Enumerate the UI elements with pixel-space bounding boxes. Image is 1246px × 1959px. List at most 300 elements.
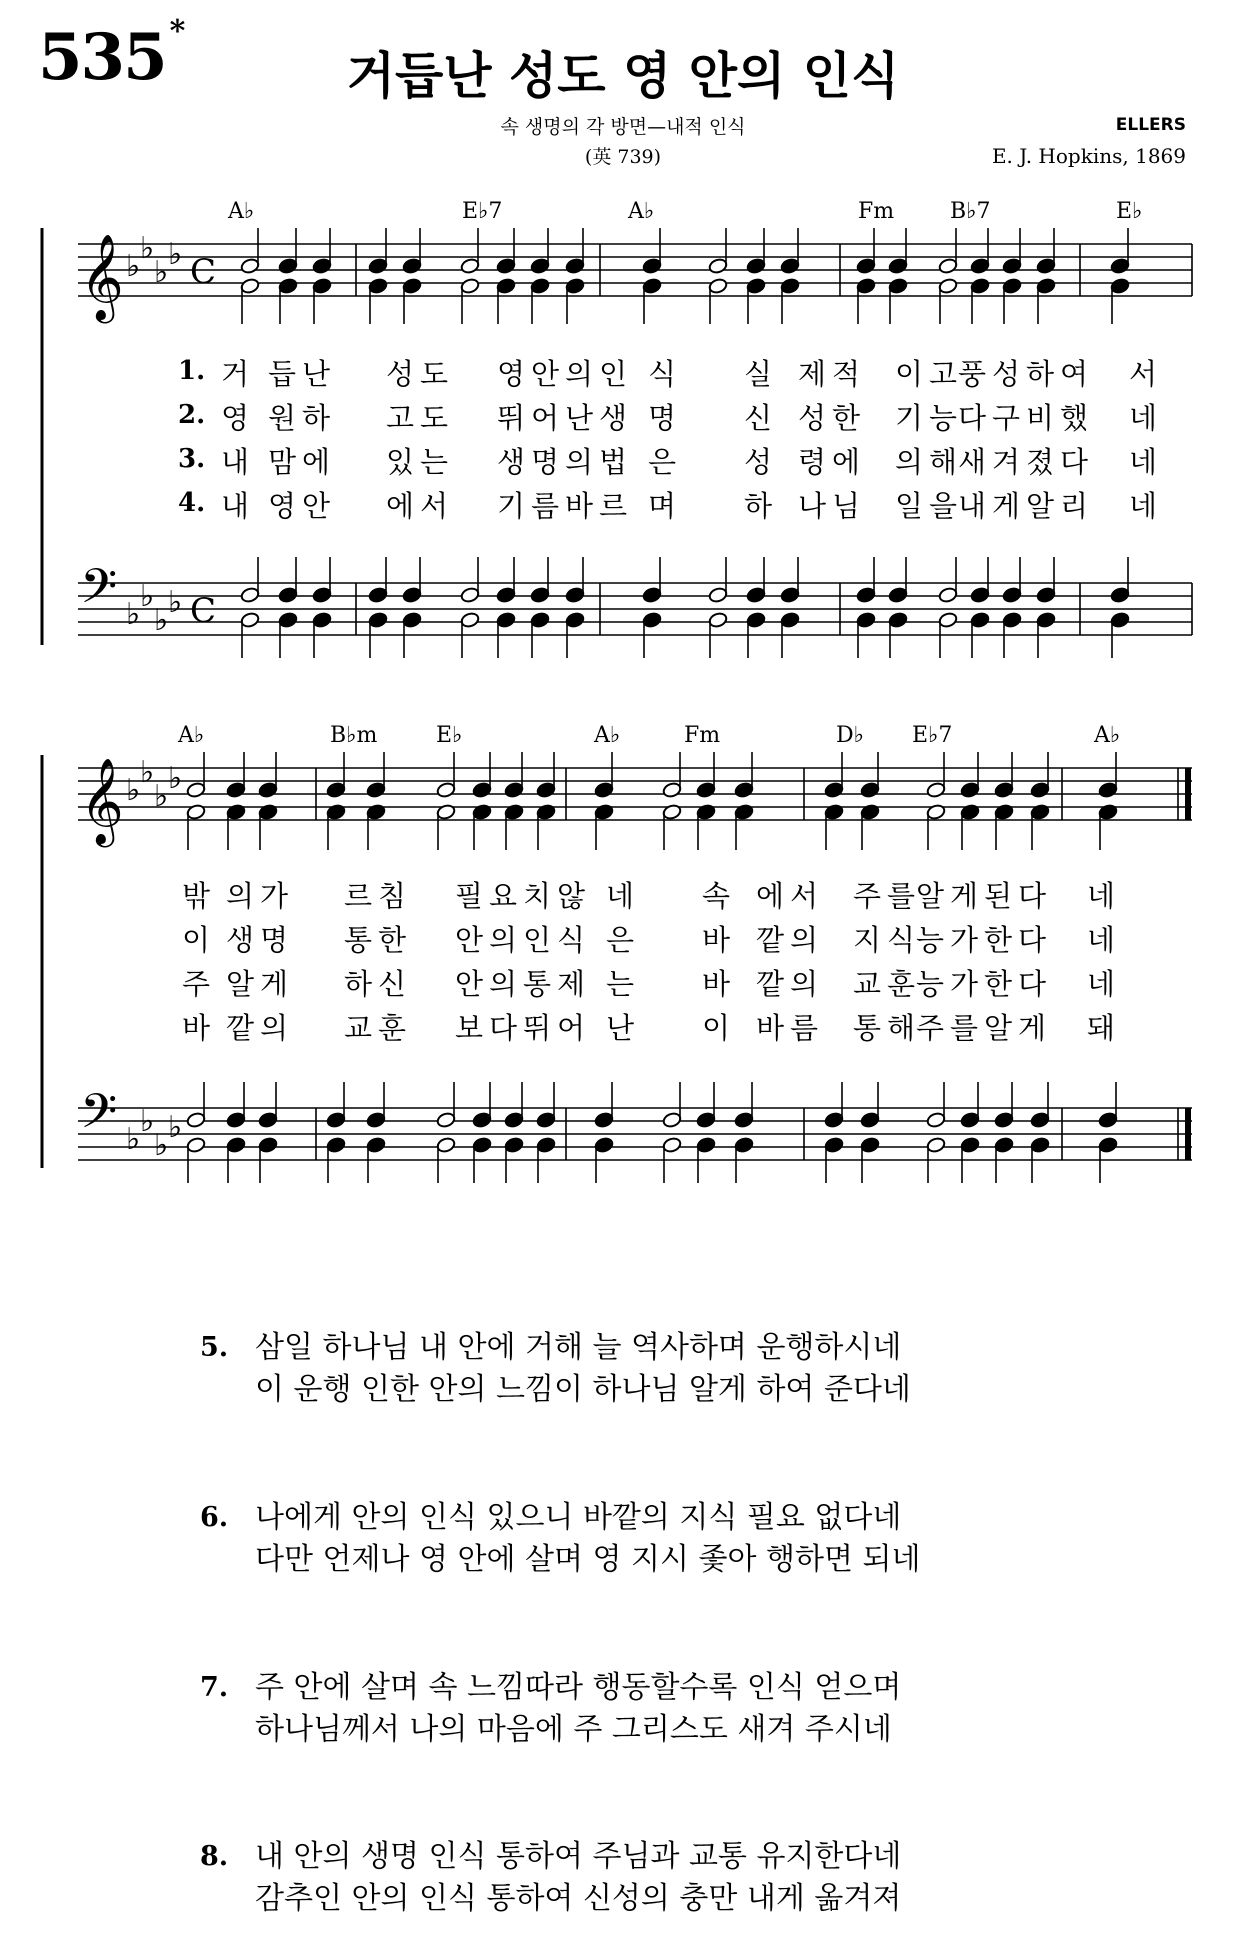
stanza-line: 내 안의 생명 인식 통하여 주님과 교통 유지한다네 bbox=[255, 1839, 902, 1874]
lyric-syllable: 네 bbox=[1087, 923, 1122, 957]
english-hymn-reference: (英 739) bbox=[584, 146, 662, 168]
note-head bbox=[594, 803, 614, 820]
lyric-syllable: 의해 bbox=[895, 445, 964, 479]
note-head bbox=[436, 1136, 456, 1153]
note-head bbox=[258, 1136, 278, 1153]
note-head bbox=[860, 803, 880, 820]
note-head bbox=[594, 781, 614, 798]
note-head bbox=[504, 781, 524, 798]
note-head bbox=[994, 803, 1014, 820]
note-head bbox=[960, 1136, 980, 1153]
note-head bbox=[226, 1136, 246, 1153]
hymn-subtitle: 속 생명의 각 방면—내적 인식 bbox=[500, 116, 746, 138]
note-head bbox=[860, 1111, 880, 1128]
lyric-syllable: 이 bbox=[182, 923, 217, 957]
note-head bbox=[780, 611, 800, 628]
note-head bbox=[1110, 257, 1130, 274]
lyric-syllable: 나님 bbox=[798, 489, 867, 523]
verse-number: 4. bbox=[178, 488, 206, 518]
svg-text:♭: ♭ bbox=[126, 773, 141, 808]
lyric-syllable: 능가한다 bbox=[916, 967, 1053, 1001]
stanza-number: 6. bbox=[200, 1502, 229, 1533]
note-head bbox=[326, 1111, 346, 1128]
lyric-syllable: 네 bbox=[606, 879, 641, 913]
note-head bbox=[368, 611, 388, 628]
note-head bbox=[226, 803, 246, 820]
lyric-syllable: 풍성하여 bbox=[958, 357, 1095, 391]
note-head bbox=[366, 803, 386, 820]
lyric-syllable: 식 bbox=[648, 357, 683, 391]
lyric-syllable: 안의인식 bbox=[455, 923, 592, 957]
lyric-syllable: 바 bbox=[702, 967, 737, 1001]
note-head bbox=[888, 277, 908, 294]
note-head bbox=[496, 257, 516, 274]
lyric-syllable: 영 bbox=[221, 401, 256, 435]
lyric-syllable: 속 bbox=[702, 879, 737, 913]
tune-name: ELLERS bbox=[1115, 115, 1186, 135]
note-head bbox=[926, 1111, 946, 1128]
treble-staff-2 bbox=[78, 768, 1192, 820]
note-head bbox=[536, 1111, 556, 1128]
lyric-syllable: 통해 bbox=[853, 1011, 922, 1045]
note-head bbox=[565, 257, 585, 274]
lyric-syllable: 제적 bbox=[798, 357, 867, 391]
note-head bbox=[1036, 611, 1056, 628]
lyric-syllable: 네 bbox=[1087, 967, 1122, 1001]
lyric-syllable: 내 bbox=[221, 445, 256, 479]
lyric-syllable: 이고 bbox=[895, 357, 964, 391]
lyric-syllable: 필요치않 bbox=[455, 879, 592, 913]
chord-symbol: Fm bbox=[684, 723, 721, 748]
lyric-syllable: 통한 bbox=[344, 923, 413, 957]
note-head bbox=[402, 611, 422, 628]
hymn-number-mark: * bbox=[169, 14, 184, 49]
lyric-syllable: 거 bbox=[221, 357, 256, 391]
stanza-7 bbox=[200, 1667, 901, 1751]
composer: E. J. Hopkins, 1869 bbox=[991, 144, 1186, 168]
note-head bbox=[1098, 803, 1118, 820]
note-head bbox=[642, 257, 662, 274]
note-head bbox=[662, 781, 682, 798]
note-head bbox=[1030, 1136, 1050, 1153]
note-head bbox=[1030, 803, 1050, 820]
lyric-syllable: 는 bbox=[606, 967, 641, 1001]
note-head bbox=[970, 277, 990, 294]
hymn-title: 거듭난 성도 영 안의 인식 bbox=[346, 47, 900, 105]
svg-text:♭: ♭ bbox=[140, 755, 155, 790]
note-head bbox=[856, 586, 876, 603]
note-head bbox=[1036, 586, 1056, 603]
note-head bbox=[824, 1111, 844, 1128]
chord-symbol: B♭7 bbox=[950, 199, 991, 224]
stanza-5 bbox=[200, 1327, 911, 1411]
lyric-syllable: 에서 bbox=[386, 489, 455, 523]
note-head bbox=[258, 1111, 278, 1128]
note-head bbox=[536, 803, 556, 820]
svg-text:♭: ♭ bbox=[154, 1128, 169, 1163]
note-head bbox=[402, 277, 422, 294]
lyric-syllable: 생명의법 bbox=[497, 445, 634, 479]
verse-number: 3. bbox=[178, 444, 206, 474]
note-head bbox=[746, 257, 766, 274]
note-head bbox=[696, 1111, 716, 1128]
bass-staff-2 bbox=[78, 1108, 1192, 1160]
lyric-syllable: 의가 bbox=[226, 879, 295, 913]
chord-symbol: D♭ bbox=[836, 723, 865, 748]
note-head bbox=[436, 781, 456, 798]
chord-symbol: A♭ bbox=[178, 723, 205, 748]
stanza-line: 감추인 안의 인식 통하여 신성의 충만 내게 옮겨져 bbox=[255, 1881, 902, 1916]
lyric-syllable: 네 bbox=[1129, 489, 1164, 523]
note-head bbox=[1036, 257, 1056, 274]
note-head bbox=[1002, 611, 1022, 628]
note-head bbox=[888, 611, 908, 628]
note-head bbox=[240, 586, 260, 603]
note-head bbox=[312, 277, 332, 294]
stanza-number: 8. bbox=[200, 1841, 229, 1872]
chord-symbol: E♭7 bbox=[912, 723, 953, 748]
note-head bbox=[708, 277, 728, 294]
note-head bbox=[278, 277, 298, 294]
note-head bbox=[696, 1136, 716, 1153]
bass-clef-icon: 𝄢 bbox=[80, 558, 118, 626]
note-head bbox=[1036, 277, 1056, 294]
lyric-syllable: 보다뛰어 bbox=[455, 1011, 592, 1045]
stanza-line: 나에게 안의 인식 있으니 바깥의 지식 필요 없다네 bbox=[255, 1500, 902, 1535]
note-head bbox=[708, 586, 728, 603]
note-head bbox=[530, 586, 550, 603]
lyric-syllable: 바 bbox=[182, 1011, 217, 1045]
lyric-syllable: 성 bbox=[744, 445, 779, 479]
lyric-syllable: 하 bbox=[744, 489, 779, 523]
note-head bbox=[226, 1111, 246, 1128]
note-head bbox=[496, 611, 516, 628]
note-head bbox=[460, 277, 480, 294]
lyric-syllable: 주를 bbox=[853, 879, 922, 913]
note-head bbox=[504, 803, 524, 820]
svg-text:♭: ♭ bbox=[126, 1122, 141, 1157]
lyric-syllable: 하신 bbox=[344, 967, 413, 1001]
note-head bbox=[970, 586, 990, 603]
svg-text:♭: ♭ bbox=[154, 255, 169, 290]
lyric-line bbox=[0, 352, 1246, 392]
lyric-syllable: 내 bbox=[221, 489, 256, 523]
note-head bbox=[530, 277, 550, 294]
note-head bbox=[496, 277, 516, 294]
stanza-line: 하나님께서 나의 마음에 주 그리스도 새겨 주시네 bbox=[255, 1712, 892, 1747]
note-head bbox=[662, 803, 682, 820]
lyric-syllable: 은 bbox=[648, 445, 683, 479]
svg-text:♭: ♭ bbox=[168, 585, 183, 620]
note-head bbox=[734, 803, 754, 820]
note-head bbox=[326, 781, 346, 798]
lyric-syllable: 일을 bbox=[895, 489, 964, 523]
note-head bbox=[856, 277, 876, 294]
note-head bbox=[888, 257, 908, 274]
lyric-syllable: 교훈 bbox=[853, 967, 922, 1001]
note-head bbox=[960, 781, 980, 798]
stanza-number: 7. bbox=[200, 1672, 229, 1703]
note-head bbox=[312, 586, 332, 603]
svg-text:♭: ♭ bbox=[140, 231, 155, 266]
note-head bbox=[326, 1136, 346, 1153]
note-head bbox=[860, 1136, 880, 1153]
note-head bbox=[460, 257, 480, 274]
lyric-syllable: 뛰어난생 bbox=[497, 401, 634, 435]
lyric-syllable: 영안 bbox=[268, 489, 337, 523]
note-head bbox=[186, 803, 206, 820]
note-head bbox=[472, 1111, 492, 1128]
note-head bbox=[746, 277, 766, 294]
note-head bbox=[938, 611, 958, 628]
note-head bbox=[240, 277, 260, 294]
lyric-syllable: 다구비했 bbox=[958, 401, 1095, 435]
note-head bbox=[926, 781, 946, 798]
note-head bbox=[436, 803, 456, 820]
svg-text:♭: ♭ bbox=[168, 237, 183, 272]
lyric-syllable: 난 bbox=[606, 1011, 641, 1045]
verse-number: 2. bbox=[178, 400, 206, 430]
note-head bbox=[258, 803, 278, 820]
lyric-syllable: 며 bbox=[648, 489, 683, 523]
lyric-syllable: 교훈 bbox=[344, 1011, 413, 1045]
note-head bbox=[504, 1111, 524, 1128]
note-head bbox=[530, 611, 550, 628]
lyric-syllable: 지식 bbox=[853, 923, 922, 957]
chord-symbol: A♭ bbox=[228, 199, 255, 224]
note-head bbox=[708, 611, 728, 628]
note-head bbox=[824, 1136, 844, 1153]
note-head bbox=[366, 781, 386, 798]
note-head bbox=[662, 1136, 682, 1153]
note-head bbox=[708, 257, 728, 274]
lyric-syllable: 깥의 bbox=[756, 967, 825, 1001]
note-head bbox=[746, 611, 766, 628]
lyric-line bbox=[0, 440, 1246, 480]
lyric-syllable: 바름 bbox=[756, 1011, 825, 1045]
note-head bbox=[642, 586, 662, 603]
lyric-syllable: 능가한다 bbox=[916, 923, 1053, 957]
lyric-syllable: 주 bbox=[182, 967, 217, 1001]
note-head bbox=[642, 611, 662, 628]
lyric-syllable: 르침 bbox=[344, 879, 413, 913]
note-head bbox=[472, 781, 492, 798]
note-head bbox=[1030, 1111, 1050, 1128]
note-head bbox=[186, 781, 206, 798]
note-head bbox=[1110, 611, 1130, 628]
stanza-6 bbox=[200, 1497, 920, 1581]
note-head bbox=[938, 257, 958, 274]
lyric-syllable: 주를알게 bbox=[916, 1011, 1053, 1045]
hymn-number: 535 * bbox=[38, 14, 184, 95]
note-head bbox=[960, 1111, 980, 1128]
note-head bbox=[696, 803, 716, 820]
note-head bbox=[530, 257, 550, 274]
lyric-syllable: 이 bbox=[702, 1011, 737, 1045]
note-head bbox=[368, 586, 388, 603]
note-head bbox=[504, 1136, 524, 1153]
lyric-syllable: 영안의인 bbox=[497, 357, 634, 391]
treble-clef-icon: 𝄞 bbox=[80, 758, 124, 844]
lyric-syllable: 돼 bbox=[1087, 1011, 1122, 1045]
note-head bbox=[278, 611, 298, 628]
lyric-line bbox=[0, 1006, 1246, 1046]
lyric-syllable: 신 bbox=[744, 401, 779, 435]
chord-symbol: E♭7 bbox=[462, 199, 503, 224]
note-head bbox=[994, 1136, 1014, 1153]
note-head bbox=[662, 1111, 682, 1128]
note-head bbox=[696, 781, 716, 798]
note-head bbox=[472, 803, 492, 820]
lyric-syllable: 실 bbox=[744, 357, 779, 391]
chord-symbol: B♭m bbox=[330, 723, 378, 748]
lyric-syllable: 바 bbox=[702, 923, 737, 957]
note-head bbox=[1030, 781, 1050, 798]
note-head bbox=[565, 586, 585, 603]
lyric-syllable: 듭난 bbox=[268, 357, 337, 391]
lyric-syllable: 내게알리 bbox=[958, 489, 1095, 523]
lyric-syllable: 원하 bbox=[268, 401, 337, 435]
stanza-line: 이 운행 인한 안의 느낌이 하나님 알게 하여 준다네 bbox=[255, 1372, 911, 1407]
note-head bbox=[994, 1111, 1014, 1128]
lyric-syllable: 알게 bbox=[226, 967, 295, 1001]
chord-symbol: E♭ bbox=[1116, 199, 1143, 224]
note-head bbox=[960, 803, 980, 820]
note-head bbox=[1002, 586, 1022, 603]
lyric-line bbox=[0, 874, 1246, 914]
chord-symbol: A♭ bbox=[1094, 723, 1121, 748]
note-head bbox=[994, 781, 1014, 798]
note-head bbox=[366, 1111, 386, 1128]
note-head bbox=[780, 257, 800, 274]
note-head bbox=[536, 1136, 556, 1153]
note-head bbox=[594, 1136, 614, 1153]
stanza-8 bbox=[200, 1836, 901, 1920]
note-head bbox=[1110, 586, 1130, 603]
stanza-line: 삼일 하나님 내 안에 거해 늘 역사하며 운행하시네 bbox=[255, 1330, 902, 1365]
lyric-syllable: 네 bbox=[1129, 401, 1164, 435]
note-head bbox=[780, 277, 800, 294]
note-head bbox=[1002, 257, 1022, 274]
lyric-line bbox=[0, 396, 1246, 436]
svg-text:♭: ♭ bbox=[168, 761, 183, 796]
note-head bbox=[938, 586, 958, 603]
note-head bbox=[258, 781, 278, 798]
note-head bbox=[1110, 277, 1130, 294]
note-head bbox=[734, 1111, 754, 1128]
stanza-number: 5. bbox=[200, 1332, 229, 1363]
note-head bbox=[402, 586, 422, 603]
lyric-syllable: 은 bbox=[606, 923, 641, 957]
lyric-syllable: 네 bbox=[1129, 445, 1164, 479]
note-head bbox=[856, 611, 876, 628]
note-head bbox=[536, 781, 556, 798]
lyric-syllable: 새겨졌다 bbox=[958, 445, 1095, 479]
svg-text:♭: ♭ bbox=[140, 1104, 155, 1139]
note-head bbox=[368, 277, 388, 294]
note-head bbox=[780, 586, 800, 603]
note-head bbox=[312, 611, 332, 628]
note-head bbox=[565, 611, 585, 628]
note-head bbox=[824, 803, 844, 820]
note-head bbox=[734, 1136, 754, 1153]
lyric-syllable: 맘에 bbox=[268, 445, 337, 479]
lyric-syllable: 기능 bbox=[895, 401, 964, 435]
note-head bbox=[460, 586, 480, 603]
lyric-syllable: 성한 bbox=[798, 401, 867, 435]
note-head bbox=[746, 586, 766, 603]
note-head bbox=[186, 1136, 206, 1153]
note-head bbox=[565, 277, 585, 294]
note-head bbox=[888, 586, 908, 603]
verse-number: 1. bbox=[178, 356, 206, 386]
note-head bbox=[1098, 1136, 1118, 1153]
note-head bbox=[970, 611, 990, 628]
lyric-syllable: 성도 bbox=[386, 357, 455, 391]
note-head bbox=[472, 1136, 492, 1153]
note-head bbox=[734, 781, 754, 798]
note-head bbox=[366, 1136, 386, 1153]
lyric-syllable: 알게된다 bbox=[916, 879, 1053, 913]
note-head bbox=[240, 611, 260, 628]
lyric-syllable: 생명 bbox=[226, 923, 295, 957]
note-head bbox=[938, 277, 958, 294]
note-head bbox=[326, 803, 346, 820]
stanza-line: 다만 언제나 영 안에 살며 영 지시 좇아 행하면 되네 bbox=[255, 1542, 921, 1577]
note-head bbox=[860, 781, 880, 798]
chord-symbol: E♭ bbox=[436, 723, 463, 748]
lyric-syllable: 에서 bbox=[756, 879, 825, 913]
svg-text:♭: ♭ bbox=[154, 603, 169, 638]
note-head bbox=[856, 257, 876, 274]
note-head bbox=[1098, 781, 1118, 798]
note-head bbox=[278, 586, 298, 603]
stanza-line: 주 안에 살며 속 느낌따라 행동할수록 인식 얻으며 bbox=[255, 1670, 902, 1705]
lyric-syllable: 고도 bbox=[386, 401, 455, 435]
svg-text:♭: ♭ bbox=[154, 779, 169, 814]
chord-symbol: A♭ bbox=[594, 723, 621, 748]
note-head bbox=[402, 257, 422, 274]
note-head bbox=[496, 586, 516, 603]
note-head bbox=[926, 1136, 946, 1153]
note-head bbox=[594, 1111, 614, 1128]
note-head bbox=[186, 1111, 206, 1128]
note-head bbox=[1002, 277, 1022, 294]
lyric-line bbox=[0, 484, 1246, 524]
note-head bbox=[226, 781, 246, 798]
note-head bbox=[312, 257, 332, 274]
lyric-syllable: 령에 bbox=[798, 445, 867, 479]
bass-clef-icon: 𝄢 bbox=[80, 1083, 118, 1151]
note-head bbox=[642, 277, 662, 294]
lyric-syllable: 깥의 bbox=[756, 923, 825, 957]
note-head bbox=[926, 803, 946, 820]
svg-text:♭: ♭ bbox=[126, 249, 141, 284]
note-head bbox=[1098, 1111, 1118, 1128]
svg-text:C: C bbox=[190, 252, 217, 292]
svg-text:♭: ♭ bbox=[168, 1110, 183, 1145]
treble-clef-icon: 𝄞 bbox=[80, 234, 124, 320]
lyric-syllable: 네 bbox=[1087, 879, 1122, 913]
lyric-syllable: 서 bbox=[1129, 357, 1164, 391]
svg-text:♭: ♭ bbox=[140, 579, 155, 614]
lyric-syllable: 명 bbox=[648, 401, 683, 435]
chord-symbol: A♭ bbox=[628, 199, 655, 224]
svg-text:C: C bbox=[190, 591, 217, 631]
lyric-line bbox=[0, 962, 1246, 1002]
chord-symbol: Fm bbox=[858, 199, 895, 224]
note-head bbox=[824, 781, 844, 798]
